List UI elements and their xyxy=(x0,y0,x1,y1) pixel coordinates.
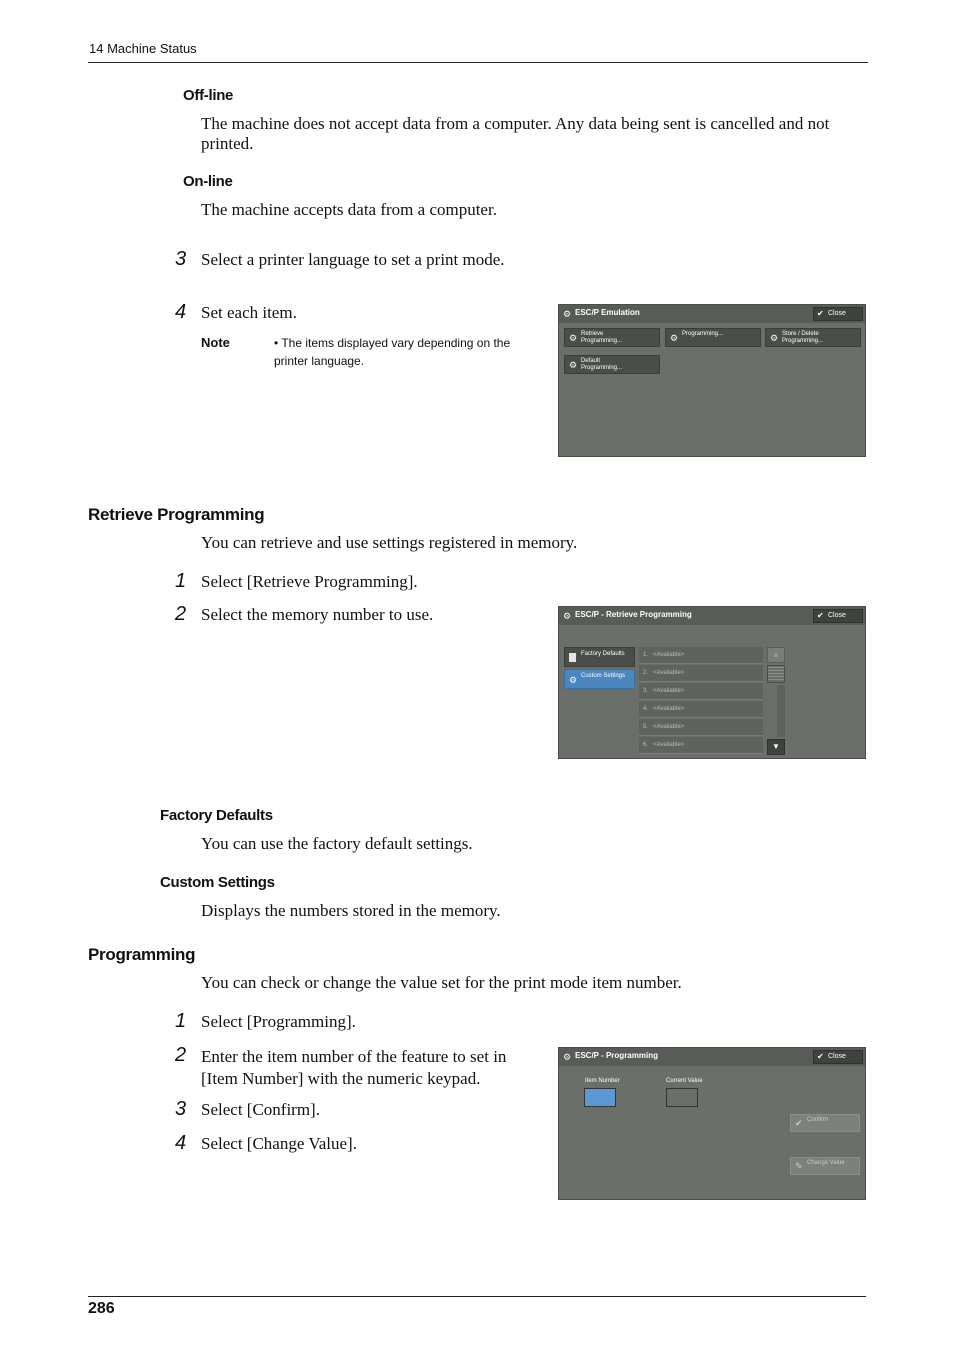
row-value: <Available> xyxy=(653,670,685,676)
programming-screen xyxy=(558,1047,866,1200)
confirm-button[interactable] xyxy=(790,1114,860,1132)
gear-icon: ⚙ xyxy=(569,360,578,370)
change-value-button[interactable] xyxy=(790,1157,860,1175)
factory-defaults-tab[interactable] xyxy=(564,647,635,667)
step-number: 3 xyxy=(175,248,187,270)
offline-heading: Off-line xyxy=(183,87,234,104)
memory-row[interactable] xyxy=(639,701,763,718)
custom-settings-tab[interactable] xyxy=(564,669,635,689)
scroll-down-button[interactable]: ▼ xyxy=(767,739,785,755)
gear-icon: ⚙ xyxy=(770,333,779,343)
step-number: 4 xyxy=(175,1132,187,1154)
step-text: Select [Confirm]. xyxy=(201,1100,320,1119)
step-number: 2 xyxy=(175,1044,187,1066)
screen-title-bar xyxy=(559,1048,865,1066)
footer-rule xyxy=(88,1296,866,1297)
step-number: 1 xyxy=(175,1010,187,1032)
close-button[interactable] xyxy=(813,1050,863,1064)
online-text: The machine accepts data from a computer. xyxy=(201,200,497,219)
screen-title: ESC/P - Retrieve Programming xyxy=(575,610,692,619)
close-button[interactable] xyxy=(813,609,863,623)
scroll-up-button[interactable]: ▲ xyxy=(767,647,785,663)
memory-row[interactable] xyxy=(639,719,763,736)
tab-label: Factory Defaults xyxy=(581,651,625,657)
button-label: Programming... xyxy=(682,331,724,337)
step-text: Select [Programming]. xyxy=(201,1012,356,1031)
row-value: <Available> xyxy=(653,706,685,712)
check-icon: ✔ xyxy=(817,309,824,318)
screen-title: ESC/P - Programming xyxy=(575,1051,658,1060)
check-icon: ✔ xyxy=(795,1118,803,1128)
step-text: Select [Retrieve Programming]. xyxy=(201,572,418,591)
retrieve-programming-screen xyxy=(558,606,866,759)
scrollbar-track[interactable] xyxy=(777,685,785,737)
memory-row[interactable] xyxy=(639,647,763,664)
factory-defaults-heading: Factory Defaults xyxy=(160,807,273,824)
note-label: Note xyxy=(201,335,230,350)
step-number: 3 xyxy=(175,1098,187,1120)
row-number: 3. xyxy=(643,688,649,694)
button-label: Retrieve Programming... xyxy=(581,331,623,344)
row-value: <Available> xyxy=(653,652,685,658)
memory-row[interactable] xyxy=(639,737,763,754)
offline-text: The machine does not accept data from a computer. Any data being sent is cancelled and not printed. xyxy=(201,114,830,153)
step-text: Set each item. xyxy=(201,303,297,322)
esc-p-emulation-screen xyxy=(558,304,866,457)
item-number-label: Item Number xyxy=(585,1078,620,1084)
online-heading: On-line xyxy=(183,173,233,190)
button-label: Store / Delete Programming... xyxy=(782,331,824,344)
screen-title-bar xyxy=(559,607,865,625)
retrieve-intro: You can retrieve and use settings registered in memory. xyxy=(201,533,578,552)
row-value: <Available> xyxy=(653,742,685,748)
programming-intro: You can check or change the value set for the print mode item number. xyxy=(201,973,682,992)
step-text: Select the memory number to use. xyxy=(201,605,434,624)
pencil-icon: ✎ xyxy=(795,1161,803,1171)
programming-button[interactable] xyxy=(665,328,761,347)
row-number: 2. xyxy=(643,670,649,676)
close-label: Close xyxy=(828,310,846,317)
note-text: • The items displayed vary depending on the printer language. xyxy=(274,336,511,368)
step-text: Select a printer language to set a print mode. xyxy=(201,250,505,269)
row-value: <Available> xyxy=(653,688,685,694)
screen-title: ESC/P Emulation xyxy=(575,308,640,317)
programming-heading: Programming xyxy=(88,945,196,964)
tab-label: Custom Settings xyxy=(581,673,626,679)
step-text: Enter the item number of the feature to set in [Item Number] with the numeric keypad. xyxy=(201,1047,507,1088)
scrollbar-thumb[interactable] xyxy=(767,665,785,683)
check-icon: ✔ xyxy=(817,611,824,620)
button-label: Default Programming... xyxy=(581,358,623,371)
gear-icon: ⚙ xyxy=(569,333,578,343)
gear-icon: ⚙ xyxy=(563,1052,572,1062)
row-number: 6. xyxy=(643,742,649,748)
retrieve-programming-heading: Retrieve Programming xyxy=(88,505,265,524)
row-number: 4. xyxy=(643,706,649,712)
button-label: Change Value xyxy=(807,1160,845,1166)
close-label: Close xyxy=(828,612,846,619)
row-number: 1. xyxy=(643,652,649,658)
page-number: 286 xyxy=(88,1300,115,1317)
button-label: Confirm xyxy=(807,1117,829,1123)
gear-icon: ⚙ xyxy=(670,333,679,343)
close-button[interactable] xyxy=(813,307,863,321)
custom-settings-heading: Custom Settings xyxy=(160,874,275,891)
document-icon xyxy=(569,653,576,662)
gear-icon: ⚙ xyxy=(563,309,572,319)
step-number: 4 xyxy=(175,301,187,323)
step-number: 1 xyxy=(175,570,187,592)
memory-row[interactable] xyxy=(639,665,763,682)
step-text: Select [Change Value]. xyxy=(201,1134,357,1153)
row-number: 5. xyxy=(643,724,649,730)
check-icon: ✔ xyxy=(817,1052,824,1061)
custom-settings-text: Displays the numbers stored in the memory. xyxy=(201,901,501,920)
step-number: 2 xyxy=(175,603,187,625)
screen-title-bar xyxy=(559,305,865,323)
memory-row[interactable] xyxy=(639,683,763,700)
gear-icon: ⚙ xyxy=(569,675,578,685)
running-header: 14 Machine Status xyxy=(89,41,197,56)
store-delete-programming-button[interactable] xyxy=(765,328,861,347)
factory-defaults-text: You can use the factory default settings. xyxy=(201,834,473,853)
current-value-field xyxy=(666,1088,698,1107)
item-number-field[interactable] xyxy=(584,1088,616,1107)
retrieve-programming-button[interactable] xyxy=(564,328,660,347)
default-programming-button[interactable] xyxy=(564,355,660,374)
gear-icon: ⚙ xyxy=(563,611,572,621)
header-rule xyxy=(88,62,868,63)
close-label: Close xyxy=(828,1053,846,1060)
row-value: <Available> xyxy=(653,724,685,730)
current-value-label: Current Value xyxy=(666,1078,703,1084)
